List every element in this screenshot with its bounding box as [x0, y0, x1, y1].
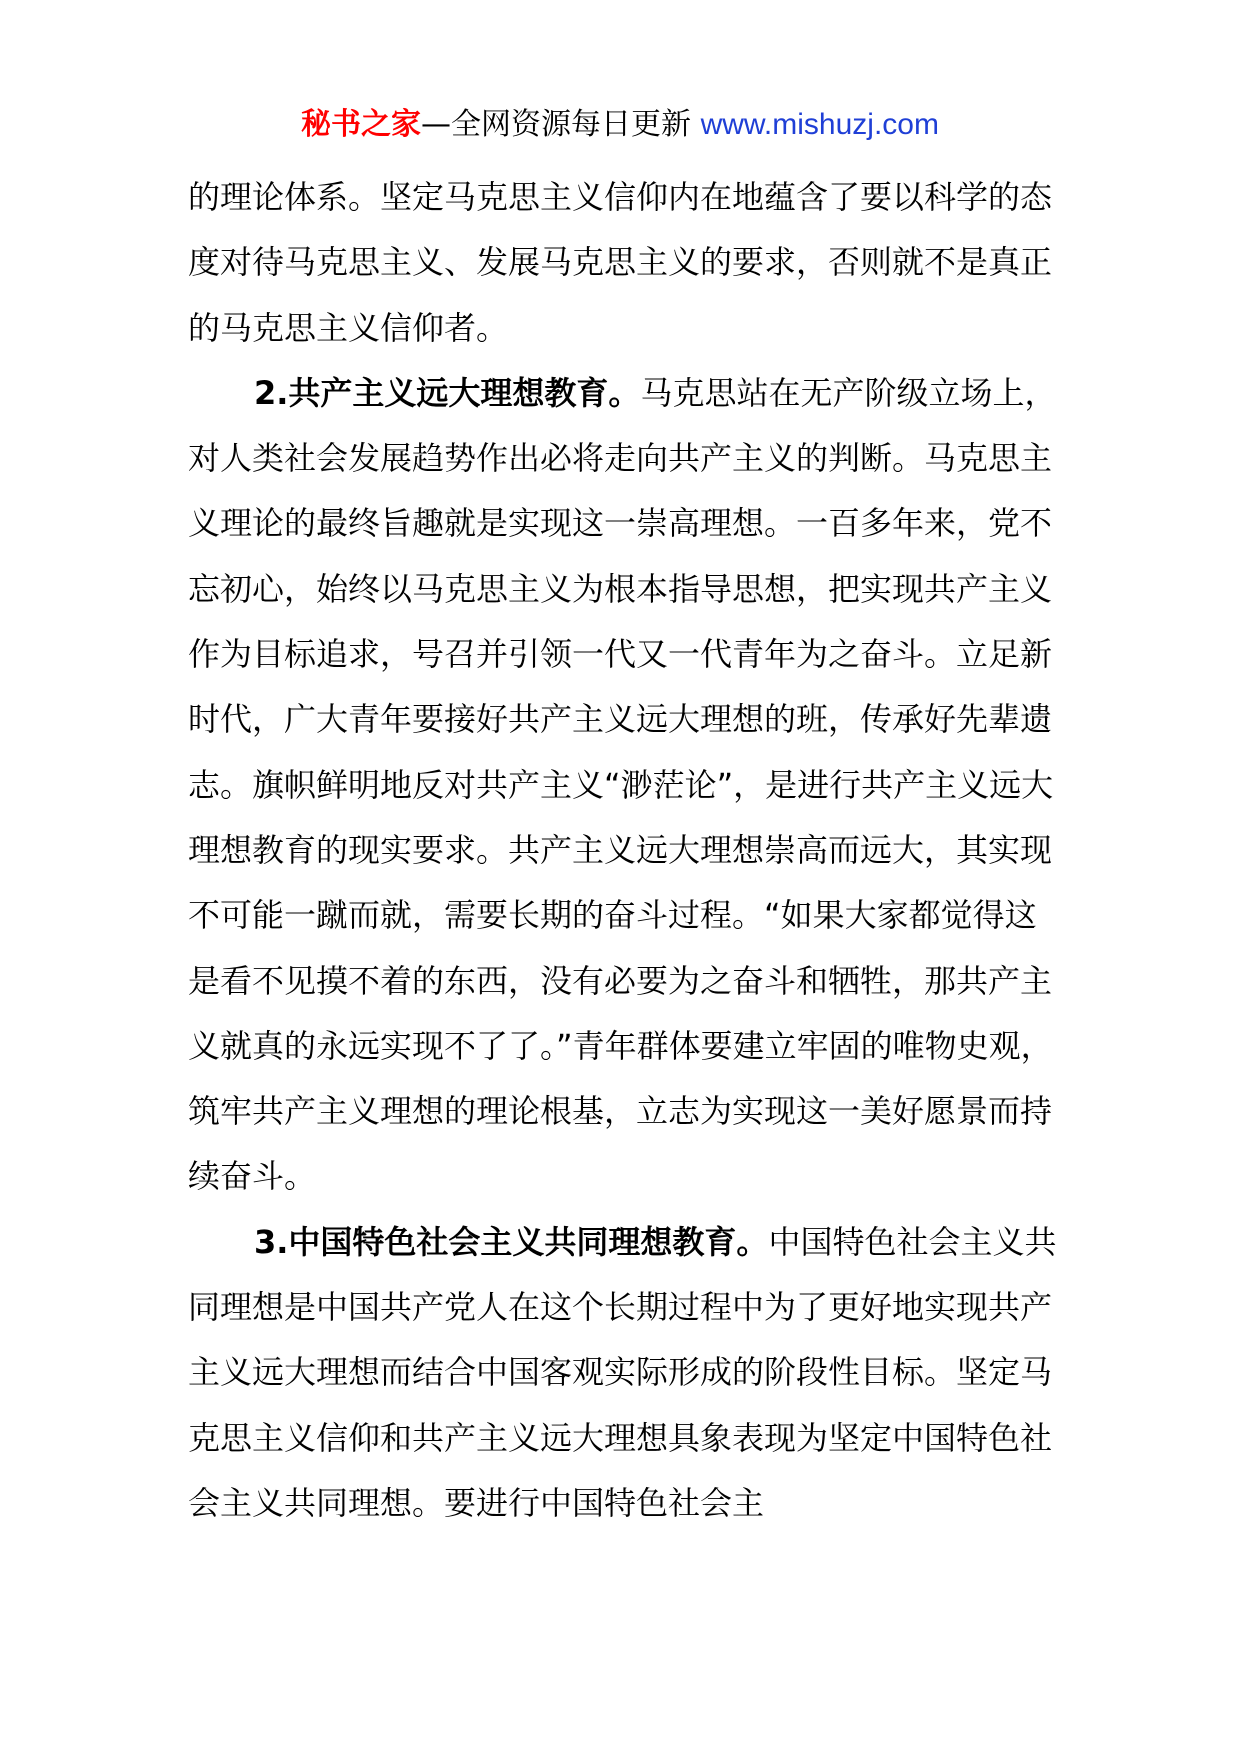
header-url-link[interactable]: www.mishuzj.com	[700, 108, 939, 141]
paragraph-text: 中国特色社会主义共同理想是中国共产党人在这个长期过程中为了更好地实现共产主义远大理想而结合中国客观实际形成的阶段性目标。坚定马克思主义信仰和共产主义远大理想具象表现为坚定中国特色社会主义共同理想。要进行中国特色社会主	[188, 1222, 1057, 1522]
document-body	[188, 165, 1068, 1536]
paragraph-heading: 2.共产主义远大理想教育。	[254, 373, 641, 412]
header-tagline: —全网资源每日更新	[421, 107, 701, 142]
paragraph-communism-ideal	[188, 361, 1068, 1210]
page-header	[0, 100, 1240, 150]
paragraph-text: 马克思站在无产阶级立场上，对人类社会发展趋势作出必将走向共产主义的判断。马克思主义理论的最终旨趣就是实现这一崇高理想。一百多年来，党不忘初心，始终以马克思主义为根本指导思想，把实现共产主义作为目标追求，号召并引领一代又一代青年为之奋斗。立足新时代，广大青年要接好共产主义远大理想的班，传承好先辈遗志。旗帜鲜明地反对共产主义“渺茫论”，是进行共产主义远大理想教育的现实要求。共产主义远大理想崇高而远大，其实现不可能一蹴而就，需要长期的奋斗过程。“如果大家都觉得这是看不见摸不着的东西，没有必要为之奋斗和牺牲，那共产主义就真的永远实现不了了。”青年群体要建立牢固的唯物史观，筑牢共产主义理想的理论根基，立志为实现这一美好愿景而持续奋斗。	[188, 373, 1057, 1196]
paragraph-continuation	[188, 165, 1068, 361]
paragraph-heading: 3.中国特色社会主义共同理想教育。	[254, 1222, 769, 1261]
paragraph-text: 的理论体系。坚定马克思主义信仰内在地蕴含了要以科学的态度对待马克思主义、发展马克思主义的要求，否则就不是真正的马克思主义信仰者。	[188, 178, 1053, 347]
paragraph-common-ideal	[188, 1210, 1068, 1536]
brand-name: 秘书之家	[301, 107, 422, 142]
